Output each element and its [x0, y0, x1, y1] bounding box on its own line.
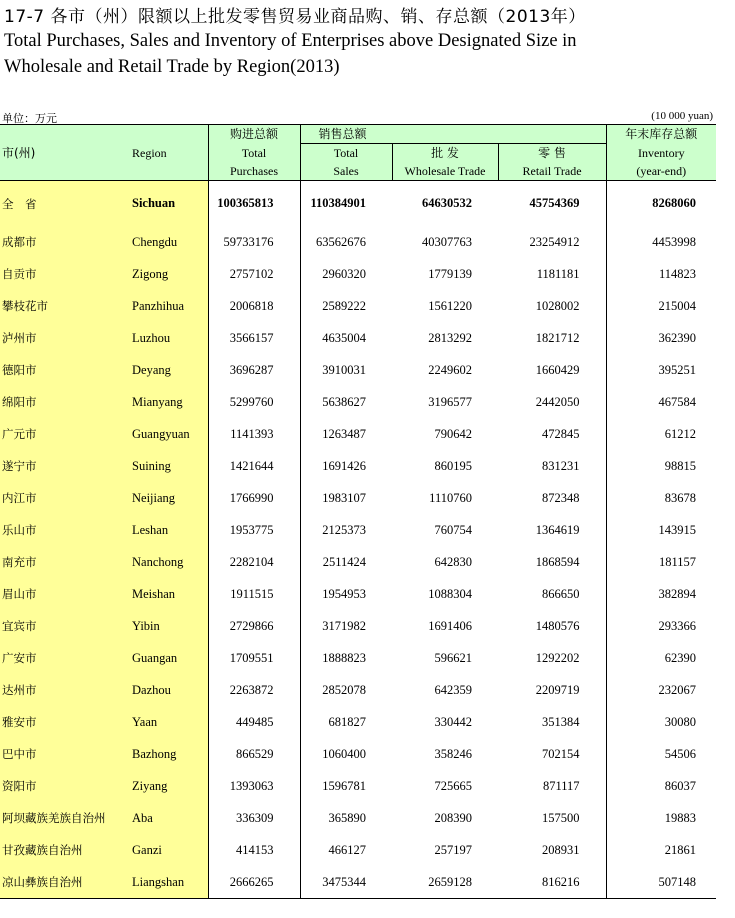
- retail-value: 1480576: [535, 618, 580, 633]
- wholesale-value: 40307763: [422, 234, 472, 249]
- retail-value: 1660429: [535, 362, 580, 377]
- wholesale-value: 257197: [434, 842, 472, 857]
- region-name-en: Suining: [132, 450, 208, 482]
- wholesale-value: 1088304: [428, 586, 472, 601]
- table-row: [0, 290, 716, 322]
- wholesale-value: 64630532: [422, 196, 472, 210]
- sales-value: 63562676: [300, 226, 392, 258]
- table-row: [0, 514, 716, 546]
- retail-value: 2442050: [535, 394, 580, 409]
- wholesale-value: 2249602: [428, 362, 472, 377]
- inventory-value: 54506: [606, 738, 716, 770]
- retail-value: 831231: [542, 458, 580, 473]
- purchases-value: 2729866: [208, 610, 300, 642]
- purchases-value: 414153: [208, 834, 300, 866]
- region-name-en: Dazhou: [132, 674, 208, 706]
- retail-value: 45754369: [529, 196, 580, 210]
- sales-value: 466127: [300, 834, 392, 866]
- region-name-en: Chengdu: [132, 226, 208, 258]
- table-row: [0, 738, 716, 770]
- region-name-cn: 内江市: [0, 482, 132, 514]
- region-name-en: Bazhong: [132, 738, 208, 770]
- header-sales-cn: 销售总额: [300, 125, 606, 144]
- wholesale-value: 725665: [434, 778, 472, 793]
- region-name-en: Ziyang: [132, 770, 208, 802]
- region-name-cn: 凉山彝族自治州: [0, 866, 132, 899]
- table-row: [0, 834, 716, 866]
- region-name-en: Nanchong: [132, 546, 208, 578]
- retail-value: 1181181: [536, 266, 580, 281]
- header-inventory-cn: 年末库存总额: [606, 125, 716, 144]
- table-row: [0, 354, 716, 386]
- table-header: [0, 125, 716, 181]
- sales-value: 1888823: [300, 642, 392, 674]
- region-name-cn: 成都市: [0, 226, 132, 258]
- purchases-value: 866529: [208, 738, 300, 770]
- inventory-value: 98815: [606, 450, 716, 482]
- inventory-value: 30080: [606, 706, 716, 738]
- table-row: [0, 482, 716, 514]
- region-name-cn: 宜宾市: [0, 610, 132, 642]
- inventory-value: 507148: [606, 866, 716, 899]
- region-name-en: Leshan: [132, 514, 208, 546]
- region-name-en: Deyang: [132, 354, 208, 386]
- table-title-english-line1: Total Purchases, Sales and Inventory of Enterprises above Designated Size in: [4, 31, 577, 51]
- table-row: [0, 546, 716, 578]
- wholesale-value: 1110760: [429, 490, 472, 505]
- header-inventory-en2: (year-end): [606, 162, 716, 181]
- sales-value: 1596781: [300, 770, 392, 802]
- region-name-cn: 全 省: [0, 181, 132, 227]
- region-name-cn: 巴中市: [0, 738, 132, 770]
- region-name-en: Panzhihua: [132, 290, 208, 322]
- table-row: [0, 866, 716, 899]
- retail-value: 1292202: [535, 650, 580, 665]
- region-name-en: Zigong: [132, 258, 208, 290]
- retail-value: 866650: [542, 586, 580, 601]
- retail-value: 1868594: [535, 554, 580, 569]
- header-purchases-en1: Total: [208, 144, 300, 163]
- region-name-cn: 眉山市: [0, 578, 132, 610]
- header-purchases-cn: 购进总额: [208, 125, 300, 144]
- inventory-value: 362390: [606, 322, 716, 354]
- wholesale-value: 860195: [434, 458, 472, 473]
- sales-value: 3475344: [300, 866, 392, 899]
- sales-value: 4635004: [300, 322, 392, 354]
- purchases-value: 336309: [208, 802, 300, 834]
- header-wholesale-en: Wholesale Trade: [392, 162, 498, 181]
- sales-value: 2125373: [300, 514, 392, 546]
- inventory-value: 382894: [606, 578, 716, 610]
- region-name-cn: 广安市: [0, 642, 132, 674]
- region-name-cn: 雅安市: [0, 706, 132, 738]
- inventory-value: 181157: [606, 546, 716, 578]
- inventory-value: 215004: [606, 290, 716, 322]
- region-name-en: Neijiang: [132, 482, 208, 514]
- table-row: [0, 610, 716, 642]
- sales-value: 681827: [300, 706, 392, 738]
- header-city: 市(州): [0, 125, 132, 181]
- purchases-value: 2263872: [208, 674, 300, 706]
- inventory-value: 114823: [606, 258, 716, 290]
- inventory-value: 86037: [606, 770, 716, 802]
- region-name-en: Sichuan: [132, 181, 208, 227]
- region-name-cn: 自贡市: [0, 258, 132, 290]
- sales-value: 2589222: [300, 290, 392, 322]
- purchases-value: 449485: [208, 706, 300, 738]
- region-name-cn: 达州市: [0, 674, 132, 706]
- sales-value: 1060400: [300, 738, 392, 770]
- table-row: [0, 322, 716, 354]
- sales-value: 1954953: [300, 578, 392, 610]
- table-number: 17-7: [4, 7, 45, 27]
- header-inventory-en1: Inventory: [606, 144, 716, 163]
- statistics-table: [0, 124, 716, 899]
- unit-label-english: (10 000 yuan): [651, 110, 713, 122]
- region-name-en: Meishan: [132, 578, 208, 610]
- retail-value: 1364619: [535, 522, 580, 537]
- sales-value: 2511424: [300, 546, 392, 578]
- purchases-value: 1709551: [208, 642, 300, 674]
- purchases-value: 100365813: [208, 181, 300, 227]
- retail-value: 1821712: [535, 330, 580, 345]
- table-title-english-line2: Wholesale and Retail Trade by Region(2013): [4, 57, 340, 77]
- sales-value: 2960320: [300, 258, 392, 290]
- wholesale-value: 358246: [434, 746, 472, 761]
- table-row: [0, 802, 716, 834]
- purchases-value: 1393063: [208, 770, 300, 802]
- table-row: [0, 578, 716, 610]
- wholesale-value: 208390: [434, 810, 472, 825]
- region-name-cn: 绵阳市: [0, 386, 132, 418]
- region-name-en: Ganzi: [132, 834, 208, 866]
- region-name-cn: 遂宁市: [0, 450, 132, 482]
- purchases-value: 3696287: [208, 354, 300, 386]
- region-name-cn: 资阳市: [0, 770, 132, 802]
- purchases-value: 1141393: [208, 418, 300, 450]
- inventory-value: 467584: [606, 386, 716, 418]
- inventory-value: 232067: [606, 674, 716, 706]
- header-retail-en: Retail Trade: [498, 162, 606, 181]
- header-sales-en1: Total: [300, 144, 392, 163]
- purchases-value: 1953775: [208, 514, 300, 546]
- inventory-value: 4453998: [606, 226, 716, 258]
- region-name-cn: 泸州市: [0, 322, 132, 354]
- region-name-cn: 乐山市: [0, 514, 132, 546]
- sales-value: 5638627: [300, 386, 392, 418]
- wholesale-value: 2659128: [392, 866, 498, 899]
- region-name-en: Guangan: [132, 642, 208, 674]
- sales-value: 1263487: [300, 418, 392, 450]
- purchases-value: 3566157: [208, 322, 300, 354]
- wholesale-value: 3196577: [428, 394, 472, 409]
- inventory-value: 143915: [606, 514, 716, 546]
- purchases-value: 2006818: [208, 290, 300, 322]
- header-retail-cn: 零 售: [498, 144, 606, 163]
- retail-value: 1028002: [535, 298, 580, 313]
- wholesale-value: 790642: [434, 426, 472, 441]
- region-name-en: Yibin: [132, 610, 208, 642]
- inventory-value: 293366: [606, 610, 716, 642]
- purchases-value: 1421644: [208, 450, 300, 482]
- table-row: [0, 450, 716, 482]
- wholesale-value: 642830: [434, 554, 472, 569]
- table-row: [0, 258, 716, 290]
- table-body: [0, 181, 716, 899]
- region-name-en: Guangyuan: [132, 418, 208, 450]
- retail-value: 351384: [542, 714, 580, 729]
- region-name-en: Liangshan: [132, 866, 208, 899]
- inventory-value: 62390: [606, 642, 716, 674]
- region-name-cn: 甘孜藏族自治州: [0, 834, 132, 866]
- purchases-value: 2666265: [208, 866, 300, 899]
- inventory-value: 19883: [606, 802, 716, 834]
- wholesale-value: 1779139: [428, 266, 472, 281]
- sales-value: 365890: [300, 802, 392, 834]
- sales-value: 2852078: [300, 674, 392, 706]
- wholesale-value: 596621: [434, 650, 472, 665]
- purchases-value: 2757102: [208, 258, 300, 290]
- purchases-value: 1766990: [208, 482, 300, 514]
- header-purchases-en2: Purchases: [208, 162, 300, 181]
- table-row-total: [0, 181, 716, 227]
- region-name-cn: 攀枝花市: [0, 290, 132, 322]
- region-name-en: Luzhou: [132, 322, 208, 354]
- retail-value: 157500: [542, 810, 580, 825]
- retail-value: 472845: [542, 426, 580, 441]
- inventory-value: 21861: [606, 834, 716, 866]
- unit-label-chinese: 单位：万元: [2, 112, 57, 125]
- sales-value: 1691426: [300, 450, 392, 482]
- sales-value: 1983107: [300, 482, 392, 514]
- wholesale-value: 1691406: [428, 618, 472, 633]
- region-name-en: Yaan: [132, 706, 208, 738]
- retail-value: 816216: [498, 866, 606, 899]
- purchases-value: 5299760: [208, 386, 300, 418]
- table-row: [0, 418, 716, 450]
- retail-value: 871117: [542, 778, 580, 793]
- header-region: Region: [132, 125, 208, 181]
- purchases-value: 1911515: [208, 578, 300, 610]
- sales-value: 3910031: [300, 354, 392, 386]
- sales-value: 3171982: [300, 610, 392, 642]
- region-name-cn: 广元市: [0, 418, 132, 450]
- region-name-en: Aba: [132, 802, 208, 834]
- header-sales-en2: Sales: [300, 162, 392, 181]
- region-name-en: Mianyang: [132, 386, 208, 418]
- region-name-cn: 德阳市: [0, 354, 132, 386]
- table-title-cn-text: 各市（州）限额以上批发零售贸易业商品购、销、存总额（2013年）: [50, 7, 586, 27]
- inventory-value: 83678: [606, 482, 716, 514]
- wholesale-value: 760754: [434, 522, 472, 537]
- region-name-cn: 阿坝藏族羌族自治州: [0, 802, 132, 834]
- table-title-chinese: [4, 2, 586, 27]
- wholesale-value: 1561220: [428, 298, 472, 313]
- purchases-value: 59733176: [208, 226, 300, 258]
- header-wholesale-cn: 批 发: [392, 144, 498, 163]
- retail-value: 872348: [542, 490, 580, 505]
- table-row: [0, 770, 716, 802]
- inventory-value: 61212: [606, 418, 716, 450]
- purchases-value: 2282104: [208, 546, 300, 578]
- retail-value: 23254912: [529, 234, 580, 249]
- wholesale-value: 330442: [434, 714, 472, 729]
- table-row: [0, 386, 716, 418]
- retail-value: 208931: [542, 842, 580, 857]
- retail-value: 702154: [542, 746, 580, 761]
- inventory-value: 8268060: [606, 181, 716, 227]
- sales-value: 110384901: [300, 181, 392, 227]
- region-name-cn: 南充市: [0, 546, 132, 578]
- table-row: [0, 674, 716, 706]
- table-row: [0, 226, 716, 258]
- table-row: [0, 642, 716, 674]
- wholesale-value: 642359: [434, 682, 472, 697]
- retail-value: 2209719: [535, 682, 580, 697]
- inventory-value: 395251: [606, 354, 716, 386]
- wholesale-value: 2813292: [428, 330, 472, 345]
- table-row: [0, 706, 716, 738]
